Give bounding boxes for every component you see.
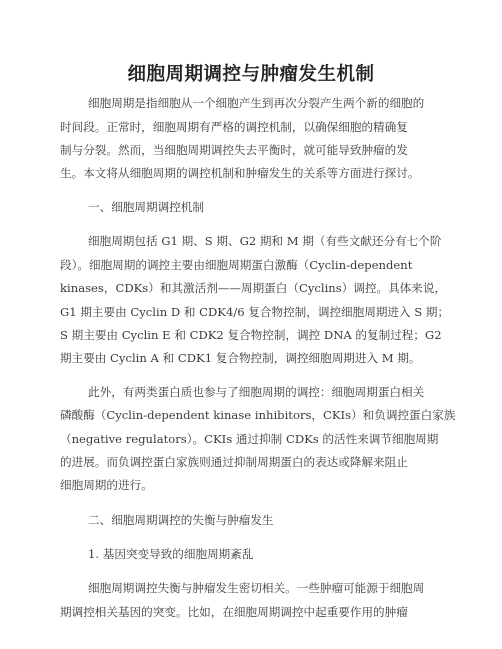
paragraph-line: 生。本文将从细胞周期的调控机制和肿瘤发生的关系等方面进行探讨。 — [60, 166, 420, 180]
paragraph-line: 制与分裂。然而，当细胞周期调控失去平衡时，就可能导致肿瘤的发 — [60, 143, 408, 157]
paragraph-line: 时间段。正常时，细胞周期有严格的调控机制，以确保细胞的精确复 — [60, 120, 408, 134]
paragraph-line: 的进展。而负调控蛋白家族则通过抑制周期蛋白的表达或降解来阻止 — [60, 455, 408, 469]
paragraph-line: 期调控相关基因的突变。比如，在细胞周期调控中起重要作用的肿瘤 — [60, 605, 408, 619]
paragraph-line: 细胞周期是指细胞从一个细胞产生到再次分裂产生两个新的细胞的 — [88, 96, 425, 110]
paragraph-line: 细胞周期包括 G1 期、S 期、G2 期和 M 期（有些文献还分有七个阶 — [88, 234, 442, 248]
paragraph-line: （negative regulators）。CKIs 通过抑制 CDKs 的活性来调节细胞周期 — [60, 432, 439, 446]
paragraph-line: G1 期主要由 Cyclin D 和 CDK4/6 复合物控制，调控细胞周期进入 S 期； — [60, 305, 450, 319]
paragraph-line: 细胞周期调控失衡与肿瘤发生密切相关。一些肿瘤可能源于细胞周 — [88, 581, 425, 595]
paragraph-line: 细胞周期的进行。 — [60, 478, 153, 492]
paragraph-line: S 期主要由 Cyclin E 和 CDK2 复合物控制，调控 DNA 的复制过程；G2 — [60, 328, 442, 342]
section-heading: 二、细胞周期调控的失衡与肿瘤发生 — [88, 513, 274, 527]
paragraph-line: kinases，CDKs）和其激活剂——周期蛋白（Cyclins）调控。具体来说， — [60, 281, 447, 295]
paragraph-line: 此外，有两类蛋白质也参与了细胞周期的调控：细胞周期蛋白相关 — [88, 385, 425, 399]
section-heading: 一、细胞周期调控机制 — [88, 200, 204, 214]
paragraph-line: 期主要由 Cyclin A 和 CDK1 复合物控制，调控细胞周期进入 M 期。 — [60, 351, 421, 365]
subsection-heading: 1. 基因突变导致的细胞周期紊乱 — [88, 547, 254, 561]
document-title: 细胞周期调控与肿瘤发生机制 — [127, 64, 375, 85]
paragraph-line: 磷酸酶（Cyclin-dependent kinase inhibitors，CKIs）和负调控蛋白家族 — [60, 408, 456, 422]
paragraph-line: 段）。细胞周期的调控主要由细胞周期蛋白激酶（Cyclin-dependent — [60, 258, 413, 272]
